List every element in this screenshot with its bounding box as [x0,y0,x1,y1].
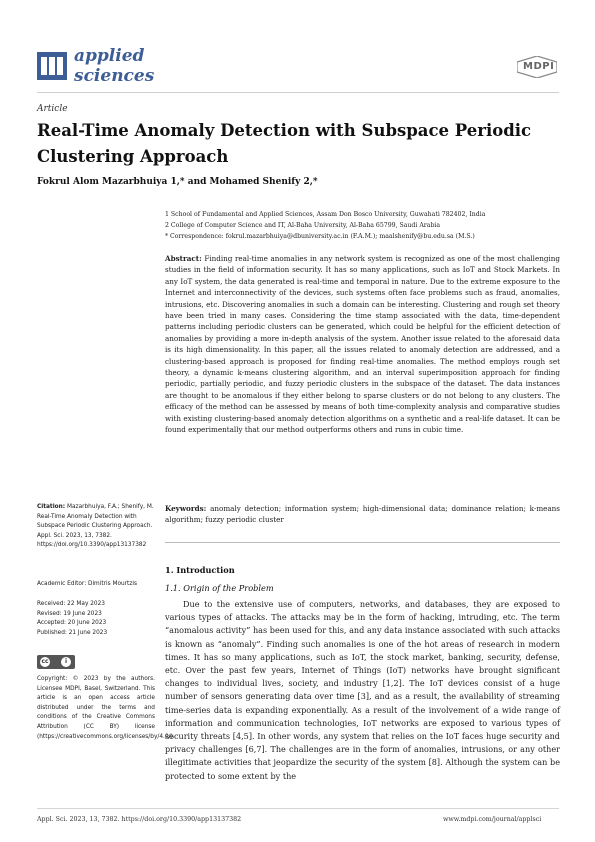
keywords [165,503,560,526]
affiliations [165,209,560,242]
footer-citation[interactable]: Appl. Sci. 2023, 13, 7382. https://doi.org/10.3390/app13137382 [37,816,242,823]
author-list: Fokrul Alom Mazarbhuiya 1,* and Mohamed Shenify 2,* [37,177,318,187]
dates-block [37,600,155,638]
copyright-license: Copyright: © 2023 by the authors. Licensee MDPI, Basel, Switzerland. This article is an open access article distributed under the terms and conditions of the Creative Commons Attribution (CC BY) license (https://creativecommons.org/licenses/by/4.0/). [37,676,175,740]
published-date: Published: 21 June 2023 [37,629,108,636]
keywords-label: Keywords: [165,504,207,513]
citation-text[interactable]: Mazarbhuiya, F.A.; Shenify, M. Real-Time Anomaly Detection with Subspace Periodic Clustering Approach. Appl. Sci. 2023, 13, 7382. https://doi.org/10.3390/app13137382 [37,504,154,549]
article-type: Article [37,104,68,114]
accepted-date: Accepted: 20 June 2023 [37,620,107,627]
journal-name [74,46,154,86]
abstract-label: Abstract: [165,254,202,263]
revised-date: Revised: 19 June 2023 [37,610,102,617]
publisher-name: MDPI [523,61,555,72]
cc-by-license-icon[interactable]: cc i [37,655,75,669]
abstract [165,253,560,436]
subsection-heading: 1.1. Origin of the Problem [165,583,274,593]
footer-journal-url[interactable]: www.mdpi.com/journal/applsci [443,816,542,823]
mdpi-logo-icon [517,56,557,78]
academic-editor: Academic Editor: Dimitris Mourtzis [37,581,137,587]
journal-name-line1: applied [74,46,145,66]
citation-label: Citation: [37,504,66,510]
section-heading: 1. Introduction [165,565,235,575]
citation-block [37,503,155,551]
keywords-text: anomaly detection; information system; high-dimensional data; dominance relation; k-means algorithm; fuzzy periodic cluster [165,504,560,525]
header-divider [37,92,559,93]
affiliation-2: 2 College of Computer Science and IT, Al-Baha University, Al-Baha 65799, Saudi Arabia [165,222,441,229]
journal-name-line2: sciences [74,66,155,86]
abstract-text: Finding real-time anomalies in any network system is recognized as one of the most challenging studies in the field of information security. It has so many applications, such as IoT and Stock Markets. In any IoT system, the data generated is real-time and temporal in nature. Due to the extreme exposure to the Internet and interconnectivity of the devices, such systems often face problems such as fraud, anomalies, intrusions, etc. Discovering anomalies in such a domain can be interesting. Clustering and rough set theory have been tried in many cases. Considering the time stamp associated with the data, time-dependent patterns including periodic clusters can be generated, which could be helpful for the efficient detection of anomalies by providing a more in-depth analysis of the system. Another issue related to the aforesaid data is its high dimensionality. In this paper, all the issues related to anomaly detection are addressed, and a clustering-based approach is proposed for finding real-time anomalies. The method employs rough set theory, a dynamic k-means clustering algorithm, and an interval superimposition approach for finding periodic, partially periodic, and fuzzy periodic clusters in the subspace of the dataset. The data instances are thought to be anomalous if they either belong to sparse clusters or do not belong to any clusters. The efficacy of the method can be assessed by means of both time-complexity analysis and comparative studies with existing clustering-based anomaly detection algorithms on a synthetic and a real-life dataset. It can be found experimentally that our method outperforms others and runs in cubic time. [165,254,560,435]
journal-logo-icon [37,52,67,80]
affiliation-1: 1 School of Fundamental and Applied Sciences, Assam Don Bosco University, Guwahati 782402, India [165,211,486,218]
received-date: Received: 22 May 2023 [37,601,105,607]
introduction-text: Due to the extensive use of computers, networks, and databases, they are exposed to various types of attacks. The attacks may be in the form of hacking, intruding, etc. The term “anomalous activity” has been used for this, and any data instance associated with such attacks is known as “anomaly”. Finding such anomalies is one of the hot areas of research in modern times. It has so many applications, such as IoT, the stock market, banking, security, defense, etc. Over the past few years, Internet of Things (IoT) networks have brought significant changes to individual lives, society, and industry [1,2]. The IoT devices consist of a huge number of sensors generating data over time [3], and as a result, the availability of streaming time-series data is expanding exponentially. As a result of the involvement of a wide range of information and communication technologies, IoT networks are exposed to various types of security threats [4,5]. In other words, any system that relies on the IoT faces huge security and privacy challenges [6,7]. The challenges are in the form of anomalies, intrusions, or any other illegitimate activities that jeopardize the security of the system [8]. Although the system can be protected to some extent by the [165,599,560,781]
footer-divider [37,808,559,809]
paper-title: Real-Time Anomaly Detection with Subspace Periodic Clustering Approach [37,121,532,166]
correspondence: * Correspondence: fokrul.mazarbhuiya@dbuniversity.ac.in (F.A.M.); maalshenify@bu.edu.sa (M.S.) [165,233,475,240]
section-divider [165,542,560,543]
